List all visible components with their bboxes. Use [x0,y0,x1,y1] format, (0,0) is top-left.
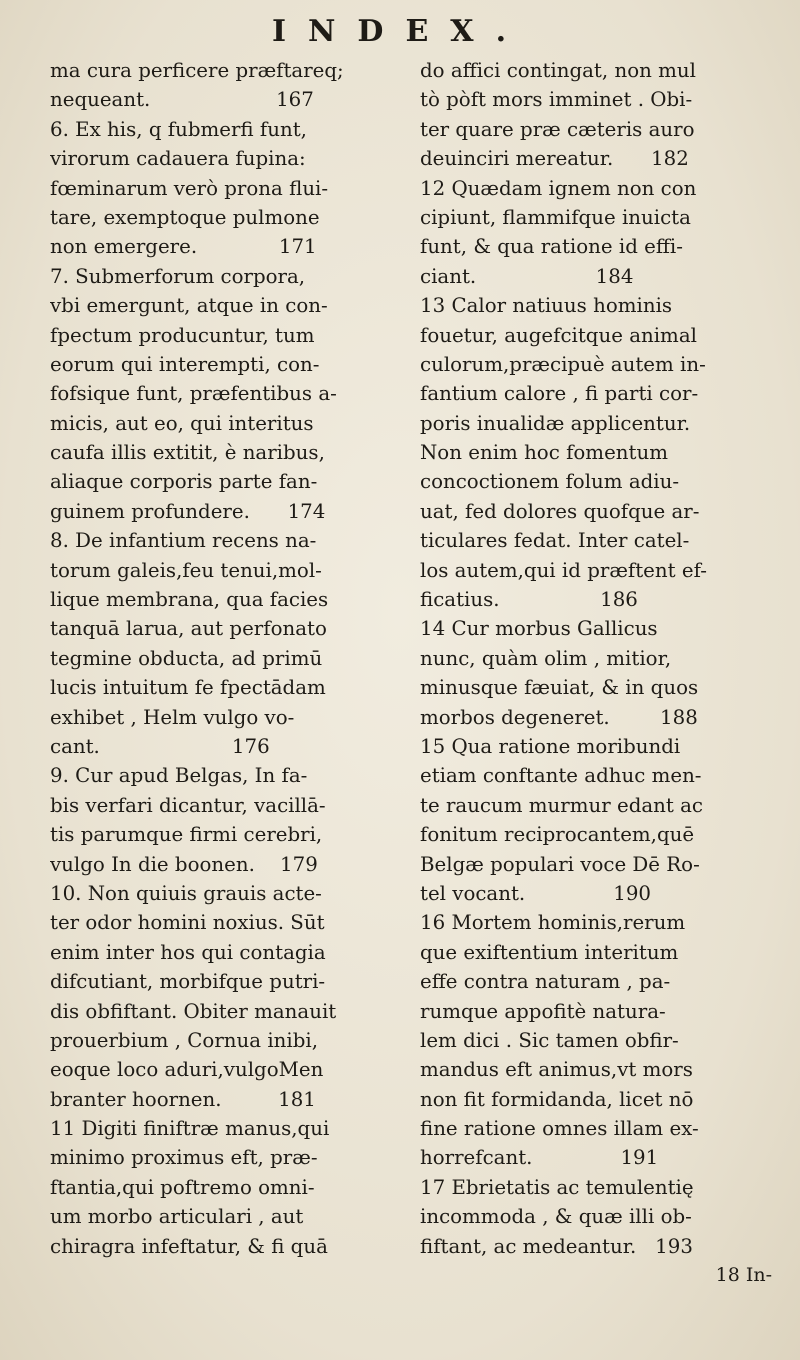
index-line: funt, & qua ratione id effi- [420,235,683,259]
index-line: fine ratione omnes illam ex- [420,1117,699,1141]
index-line: prouerbium , Cornua inibi, [50,1028,319,1052]
index-line: micis, aut eo, qui interitus [50,411,314,435]
index-line: fiftant, ac medeantur. 193 [420,1234,693,1258]
index-line: ter odor homini noxius. Sūt [50,911,325,935]
index-line: tò pòft mors imminet . Obi- [420,88,693,112]
index-line: 8. De infantium recens na- [50,529,317,553]
index-line: mandus eft animus,vt mors [420,1058,693,1082]
index-line: bis verfari dicantur, vacillā- [50,793,326,817]
index-line: torum galeis,feu tenui,mol- [50,558,322,582]
index-line: Belgæ populari voce Dē Ro- [420,852,700,876]
index-line: ticulares fedat. Inter catel- [420,529,690,553]
index-line: lucis intuitum fe fpectādam [50,676,326,700]
index-line: um morbo articulari , aut [50,1205,304,1229]
index-line: etiam conftante adhuc men- [420,764,702,788]
index-line: non emergere. 171 [50,235,317,259]
index-line: ficatius. 186 [420,588,638,612]
index-line: fœminarum verò prona flui- [50,176,329,200]
left-column [50,56,402,1336]
index-line: 11 Digiti finiftræ manus,qui [50,1117,330,1141]
index-line: caufa illis extitit, è naribus, [50,441,325,465]
index-line: effe contra naturam , pa- [420,970,671,994]
index-line: nequeant. 167 [50,88,314,112]
index-line: dis obfiftant. Obiter manauit [50,999,337,1023]
index-line: branter hoornen. 181 [50,1087,316,1111]
index-line: deuinciri mereatur. 182 [420,147,689,171]
index-line: tel vocant. 190 [420,881,651,905]
index-line: exhibet , Helm vulgo vo- [50,705,295,729]
index-line: que exiftentium interitum [420,940,679,964]
index-line: fantium calore , fi parti cor- [420,382,699,406]
index-line: vulgo In die boonen. 179 [50,852,318,876]
index-line: te raucum murmur edant ac [420,793,704,817]
index-line: enim inter hos qui contagia [50,940,326,964]
index-line: culorum,præcipuè autem in- [420,352,706,376]
catchword: 18 In- [715,1264,772,1287]
index-line: lem dici . Sic tamen obfir- [420,1028,679,1052]
index-line: fonitum reciprocantem,quē [420,823,695,847]
index-line: morbos degeneret. 188 [420,705,698,729]
index-line: ter quare præ cæteris auro [420,117,695,141]
index-line: vbi emergunt, atque in con- [50,294,328,318]
index-line: uat, fed dolores quofque ar- [420,499,700,523]
index-line: nunc, quàm olim , mitior, [420,646,672,670]
index-line: guinem profundere. 174 [50,499,326,523]
index-columns [50,56,772,1336]
index-line: lique membrana, qua facies [50,588,329,612]
index-line: incommoda , & quæ illi ob- [420,1205,692,1229]
index-line: minimo proximus eft, præ- [50,1146,318,1170]
page-header: INDEX. [271,14,529,49]
index-line: concoctionem folum adiu- [420,470,680,494]
index-line: non fit formidanda, licet nō [420,1087,694,1111]
index-line: ftantia,qui poftremo omni- [50,1175,315,1199]
index-line: fofsique funt, præfentibus a- [50,382,337,406]
index-line: fouetur, augefcitque animal [420,323,697,347]
index-line: 13 Calor natiuus hominis [420,294,673,318]
index-line: cant. 176 [50,734,270,758]
index-line: 16 Mortem hominis,rerum [420,911,686,935]
index-line: 7. Submerforum corpora, [50,264,306,288]
index-line: Non enim hoc fomentum [420,441,668,465]
index-line: tis parumque firmi cerebri, [50,823,323,847]
index-line: ma cura perficere præftareq; [50,59,351,82]
index-line: eoque loco aduri,vulgoMen [50,1058,324,1082]
right-column [420,56,772,1336]
index-line: los autem,qui id præftent ef- [420,558,707,582]
index-line: rumque appofitè natura- [420,999,666,1023]
index-line: 9. Cur apud Belgas, In fa- [50,764,308,788]
index-line: chiragra infeftatur, & fi quā [50,1234,328,1258]
right-column-lines [420,56,772,1261]
index-line: 6. Ex his, q fubmerfi funt, [50,117,307,141]
index-line: 15 Qua ratione moribundi [420,734,681,758]
index-line: cipiunt, flammifque inuicta [420,205,691,229]
index-line: horrefcant. 191 [420,1146,659,1170]
index-line: 10. Non quiuis grauis acte- [50,881,322,905]
index-line: do affici contingat, non mul [420,59,696,82]
index-line: virorum cadauera fupina: [50,147,306,171]
index-line: aliaque corporis parte fan- [50,470,318,494]
index-line: 14 Cur morbus Gallicus [420,617,658,641]
index-line: ciant. 184 [420,264,634,288]
index-line: difcutiant, morbifque putri- [50,970,326,994]
index-line: tegmine obducta, ad primū [50,646,323,670]
index-line: eorum qui interempti, con- [50,352,320,376]
index-line: fpectum producuntur, tum [50,323,315,347]
index-line: tanquā larua, aut perfonato [50,617,327,641]
index-line: poris inualidæ applicentur. [420,411,691,435]
index-line: minusque fæuiat, & in quos [420,676,699,700]
index-line: tare, exemptoque pulmone [50,205,320,229]
index-line: 12 Quædam ignem non con [420,176,697,200]
index-line: 17 Ebrietatis ac temulentię [420,1175,694,1199]
